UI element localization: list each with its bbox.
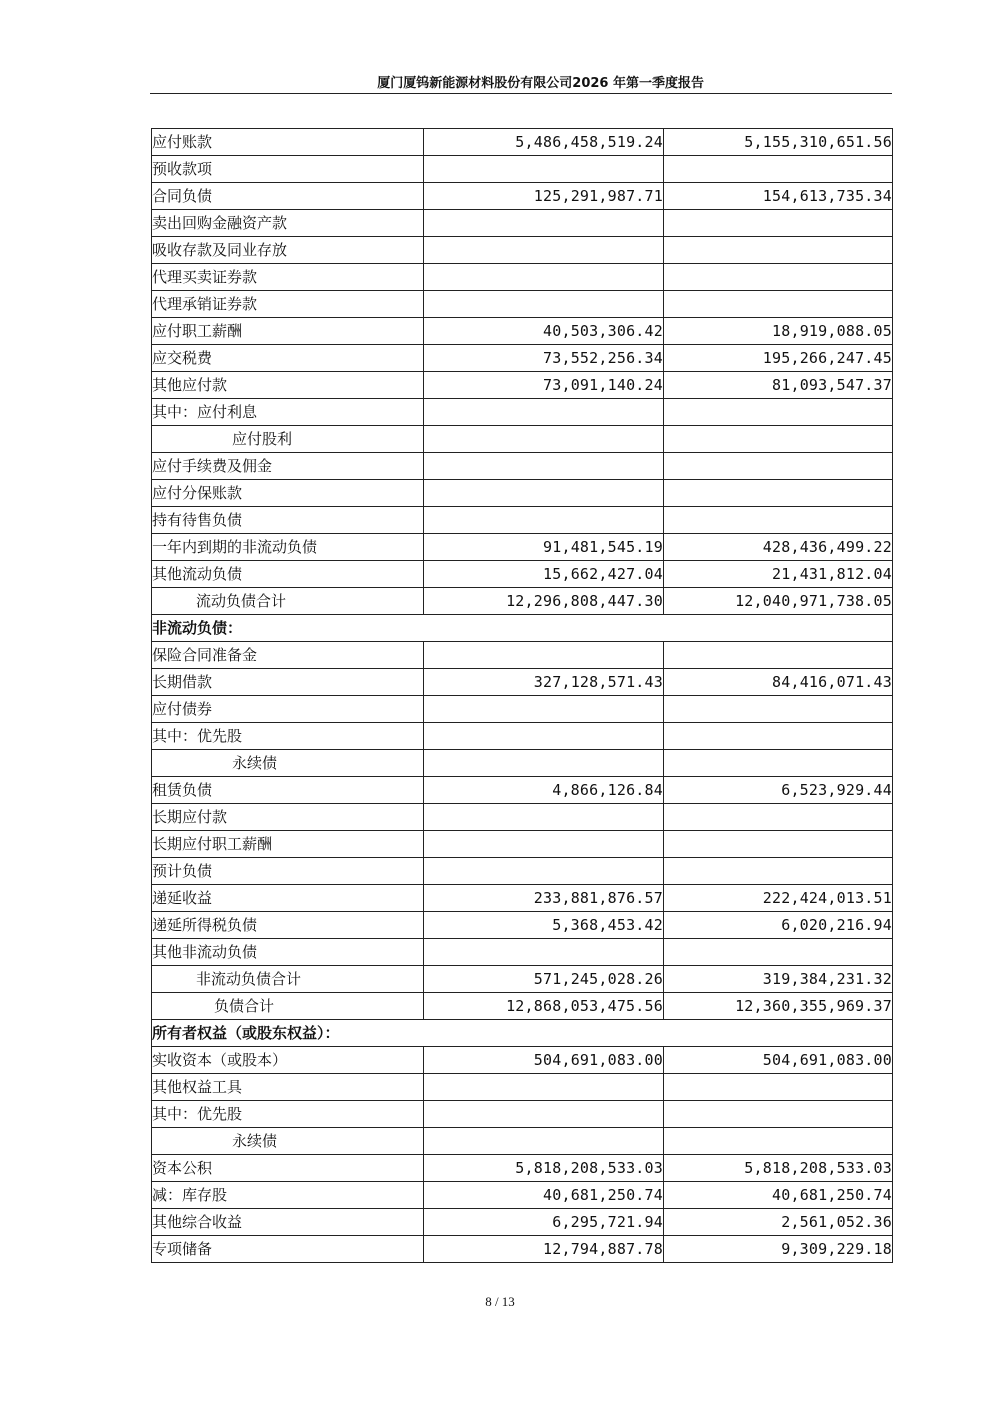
table-row bbox=[152, 1074, 893, 1101]
current-period-value: 73,091,140.24 bbox=[424, 372, 664, 399]
current-period-value: 91,481,545.19 bbox=[424, 534, 664, 561]
prior-period-value: 81,093,547.37 bbox=[664, 372, 893, 399]
current-period-value: 571,245,028.26 bbox=[424, 966, 664, 993]
table-row bbox=[152, 318, 893, 345]
current-period-value: 6,295,721.94 bbox=[424, 1209, 664, 1236]
current-period-value bbox=[424, 939, 664, 966]
table-row bbox=[152, 264, 893, 291]
current-period-value bbox=[424, 237, 664, 264]
table-row bbox=[152, 1155, 893, 1182]
table-row bbox=[152, 1209, 893, 1236]
row-label: 其他非流动负债 bbox=[152, 939, 424, 966]
table-row bbox=[152, 1101, 893, 1128]
row-label: 应付账款 bbox=[152, 129, 424, 156]
balance-sheet-table bbox=[151, 128, 893, 1263]
row-label: 预收款项 bbox=[152, 156, 424, 183]
table-row bbox=[152, 642, 893, 669]
row-label: 递延所得税负债 bbox=[152, 912, 424, 939]
table-row bbox=[152, 939, 893, 966]
prior-period-value bbox=[664, 291, 893, 318]
prior-period-value bbox=[664, 1128, 893, 1155]
prior-period-value bbox=[664, 453, 893, 480]
table-row bbox=[152, 210, 893, 237]
table-row bbox=[152, 912, 893, 939]
table-row bbox=[152, 453, 893, 480]
row-label: 长期应付职工薪酬 bbox=[152, 831, 424, 858]
row-label: 递延收益 bbox=[152, 885, 424, 912]
row-label: 代理承销证券款 bbox=[152, 291, 424, 318]
prior-period-value bbox=[664, 210, 893, 237]
row-label: 减：库存股 bbox=[152, 1182, 424, 1209]
report-header-title: 厦门厦钨新能源材料股份有限公司2026 年第一季度报告 bbox=[377, 76, 704, 91]
prior-period-value: 319,384,231.32 bbox=[664, 966, 893, 993]
prior-period-value bbox=[664, 507, 893, 534]
table-row bbox=[152, 156, 893, 183]
prior-period-value: 9,309,229.18 bbox=[664, 1236, 893, 1263]
prior-period-value: 154,613,735.34 bbox=[664, 183, 893, 210]
row-label: 应付债券 bbox=[152, 696, 424, 723]
current-period-value bbox=[424, 804, 664, 831]
prior-period-value bbox=[664, 156, 893, 183]
table-row bbox=[152, 1047, 893, 1074]
row-label: 卖出回购金融资产款 bbox=[152, 210, 424, 237]
current-period-value bbox=[424, 750, 664, 777]
table-row bbox=[152, 777, 893, 804]
current-period-value bbox=[424, 1101, 664, 1128]
current-period-value: 233,881,876.57 bbox=[424, 885, 664, 912]
row-label: 其中：优先股 bbox=[152, 1101, 424, 1128]
current-period-value bbox=[424, 1128, 664, 1155]
table-row bbox=[152, 372, 893, 399]
row-label: 其他应付款 bbox=[152, 372, 424, 399]
section-label: 非流动负债： bbox=[152, 615, 893, 642]
section-header-row bbox=[152, 1020, 893, 1047]
table-row bbox=[152, 804, 893, 831]
prior-period-value: 12,360,355,969.37 bbox=[664, 993, 893, 1020]
row-label: 一年内到期的非流动负债 bbox=[152, 534, 424, 561]
current-period-value: 504,691,083.00 bbox=[424, 1047, 664, 1074]
current-period-value: 4,866,126.84 bbox=[424, 777, 664, 804]
table-row bbox=[152, 129, 893, 156]
prior-period-value: 5,155,310,651.56 bbox=[664, 129, 893, 156]
prior-period-value bbox=[664, 939, 893, 966]
current-period-value bbox=[424, 507, 664, 534]
current-period-value: 5,486,458,519.24 bbox=[424, 129, 664, 156]
table-row bbox=[152, 669, 893, 696]
prior-period-value: 21,431,812.04 bbox=[664, 561, 893, 588]
prior-period-value bbox=[664, 1101, 893, 1128]
current-period-value: 327,128,571.43 bbox=[424, 669, 664, 696]
prior-period-value: 195,266,247.45 bbox=[664, 345, 893, 372]
row-label: 非流动负债合计 bbox=[152, 966, 424, 993]
current-period-value bbox=[424, 831, 664, 858]
prior-period-value: 40,681,250.74 bbox=[664, 1182, 893, 1209]
current-period-value bbox=[424, 291, 664, 318]
table-row bbox=[152, 534, 893, 561]
table-row bbox=[152, 237, 893, 264]
table-row bbox=[152, 858, 893, 885]
prior-period-value: 222,424,013.51 bbox=[664, 885, 893, 912]
current-period-value bbox=[424, 696, 664, 723]
prior-period-value bbox=[664, 696, 893, 723]
row-label: 资本公积 bbox=[152, 1155, 424, 1182]
current-period-value bbox=[424, 642, 664, 669]
row-label: 租赁负债 bbox=[152, 777, 424, 804]
prior-period-value: 84,416,071.43 bbox=[664, 669, 893, 696]
row-label: 负债合计 bbox=[152, 993, 424, 1020]
current-period-value: 15,662,427.04 bbox=[424, 561, 664, 588]
row-label: 应付职工薪酬 bbox=[152, 318, 424, 345]
row-label: 应付手续费及佣金 bbox=[152, 453, 424, 480]
table-row bbox=[152, 480, 893, 507]
current-period-value bbox=[424, 1074, 664, 1101]
row-label: 代理买卖证券款 bbox=[152, 264, 424, 291]
prior-period-value bbox=[664, 750, 893, 777]
prior-period-value: 6,020,216.94 bbox=[664, 912, 893, 939]
row-label: 应交税费 bbox=[152, 345, 424, 372]
table-row bbox=[152, 507, 893, 534]
row-label: 持有待售负债 bbox=[152, 507, 424, 534]
table-row bbox=[152, 831, 893, 858]
prior-period-value: 6,523,929.44 bbox=[664, 777, 893, 804]
prior-period-value: 5,818,208,533.03 bbox=[664, 1155, 893, 1182]
row-label: 应付股利 bbox=[152, 426, 424, 453]
row-label: 其他综合收益 bbox=[152, 1209, 424, 1236]
row-label: 长期应付款 bbox=[152, 804, 424, 831]
prior-period-value bbox=[664, 858, 893, 885]
prior-period-value bbox=[664, 804, 893, 831]
prior-period-value bbox=[664, 1074, 893, 1101]
table-row bbox=[152, 993, 893, 1020]
current-period-value bbox=[424, 399, 664, 426]
table-row bbox=[152, 345, 893, 372]
section-label: 所有者权益（或股东权益）： bbox=[152, 1020, 893, 1047]
prior-period-value: 428,436,499.22 bbox=[664, 534, 893, 561]
balance-sheet-body bbox=[152, 129, 893, 1263]
table-row bbox=[152, 291, 893, 318]
table-row bbox=[152, 588, 893, 615]
row-label: 其他流动负债 bbox=[152, 561, 424, 588]
current-period-value: 40,503,306.42 bbox=[424, 318, 664, 345]
row-label: 其中：优先股 bbox=[152, 723, 424, 750]
prior-period-value bbox=[664, 426, 893, 453]
current-period-value bbox=[424, 210, 664, 237]
table-row bbox=[152, 1182, 893, 1209]
table-row bbox=[152, 1236, 893, 1263]
current-period-value: 5,818,208,533.03 bbox=[424, 1155, 664, 1182]
table-row bbox=[152, 561, 893, 588]
current-period-value: 40,681,250.74 bbox=[424, 1182, 664, 1209]
table-row bbox=[152, 723, 893, 750]
header-divider bbox=[150, 93, 892, 94]
prior-period-value: 18,919,088.05 bbox=[664, 318, 893, 345]
row-label: 应付分保账款 bbox=[152, 480, 424, 507]
table-row bbox=[152, 885, 893, 912]
row-label: 流动负债合计 bbox=[152, 588, 424, 615]
row-label: 长期借款 bbox=[152, 669, 424, 696]
row-label: 永续债 bbox=[152, 750, 424, 777]
prior-period-value bbox=[664, 642, 893, 669]
row-label: 其他权益工具 bbox=[152, 1074, 424, 1101]
current-period-value bbox=[424, 453, 664, 480]
prior-period-value bbox=[664, 264, 893, 291]
table-row bbox=[152, 750, 893, 777]
current-period-value: 5,368,453.42 bbox=[424, 912, 664, 939]
row-label: 永续债 bbox=[152, 1128, 424, 1155]
row-label: 合同负债 bbox=[152, 183, 424, 210]
table-row bbox=[152, 966, 893, 993]
prior-period-value bbox=[664, 237, 893, 264]
row-label: 专项储备 bbox=[152, 1236, 424, 1263]
prior-period-value: 504,691,083.00 bbox=[664, 1047, 893, 1074]
current-period-value bbox=[424, 858, 664, 885]
current-period-value bbox=[424, 156, 664, 183]
table-row bbox=[152, 426, 893, 453]
row-label: 实收资本（或股本） bbox=[152, 1047, 424, 1074]
prior-period-value: 12,040,971,738.05 bbox=[664, 588, 893, 615]
current-period-value: 12,868,053,475.56 bbox=[424, 993, 664, 1020]
prior-period-value bbox=[664, 723, 893, 750]
current-period-value bbox=[424, 264, 664, 291]
current-period-value bbox=[424, 426, 664, 453]
table-row bbox=[152, 696, 893, 723]
current-period-value: 73,552,256.34 bbox=[424, 345, 664, 372]
section-header-row bbox=[152, 615, 893, 642]
current-period-value: 12,296,808,447.30 bbox=[424, 588, 664, 615]
current-period-value: 12,794,887.78 bbox=[424, 1236, 664, 1263]
prior-period-value bbox=[664, 480, 893, 507]
current-period-value bbox=[424, 480, 664, 507]
row-label: 预计负债 bbox=[152, 858, 424, 885]
table-row bbox=[152, 183, 893, 210]
prior-period-value bbox=[664, 831, 893, 858]
current-period-value: 125,291,987.71 bbox=[424, 183, 664, 210]
table-row bbox=[152, 1128, 893, 1155]
row-label: 吸收存款及同业存放 bbox=[152, 237, 424, 264]
current-period-value bbox=[424, 723, 664, 750]
row-label: 其中：应付利息 bbox=[152, 399, 424, 426]
table-row bbox=[152, 399, 893, 426]
page-number: 8 / 13 bbox=[485, 1294, 515, 1309]
row-label: 保险合同准备金 bbox=[152, 642, 424, 669]
prior-period-value: 2,561,052.36 bbox=[664, 1209, 893, 1236]
prior-period-value bbox=[664, 399, 893, 426]
